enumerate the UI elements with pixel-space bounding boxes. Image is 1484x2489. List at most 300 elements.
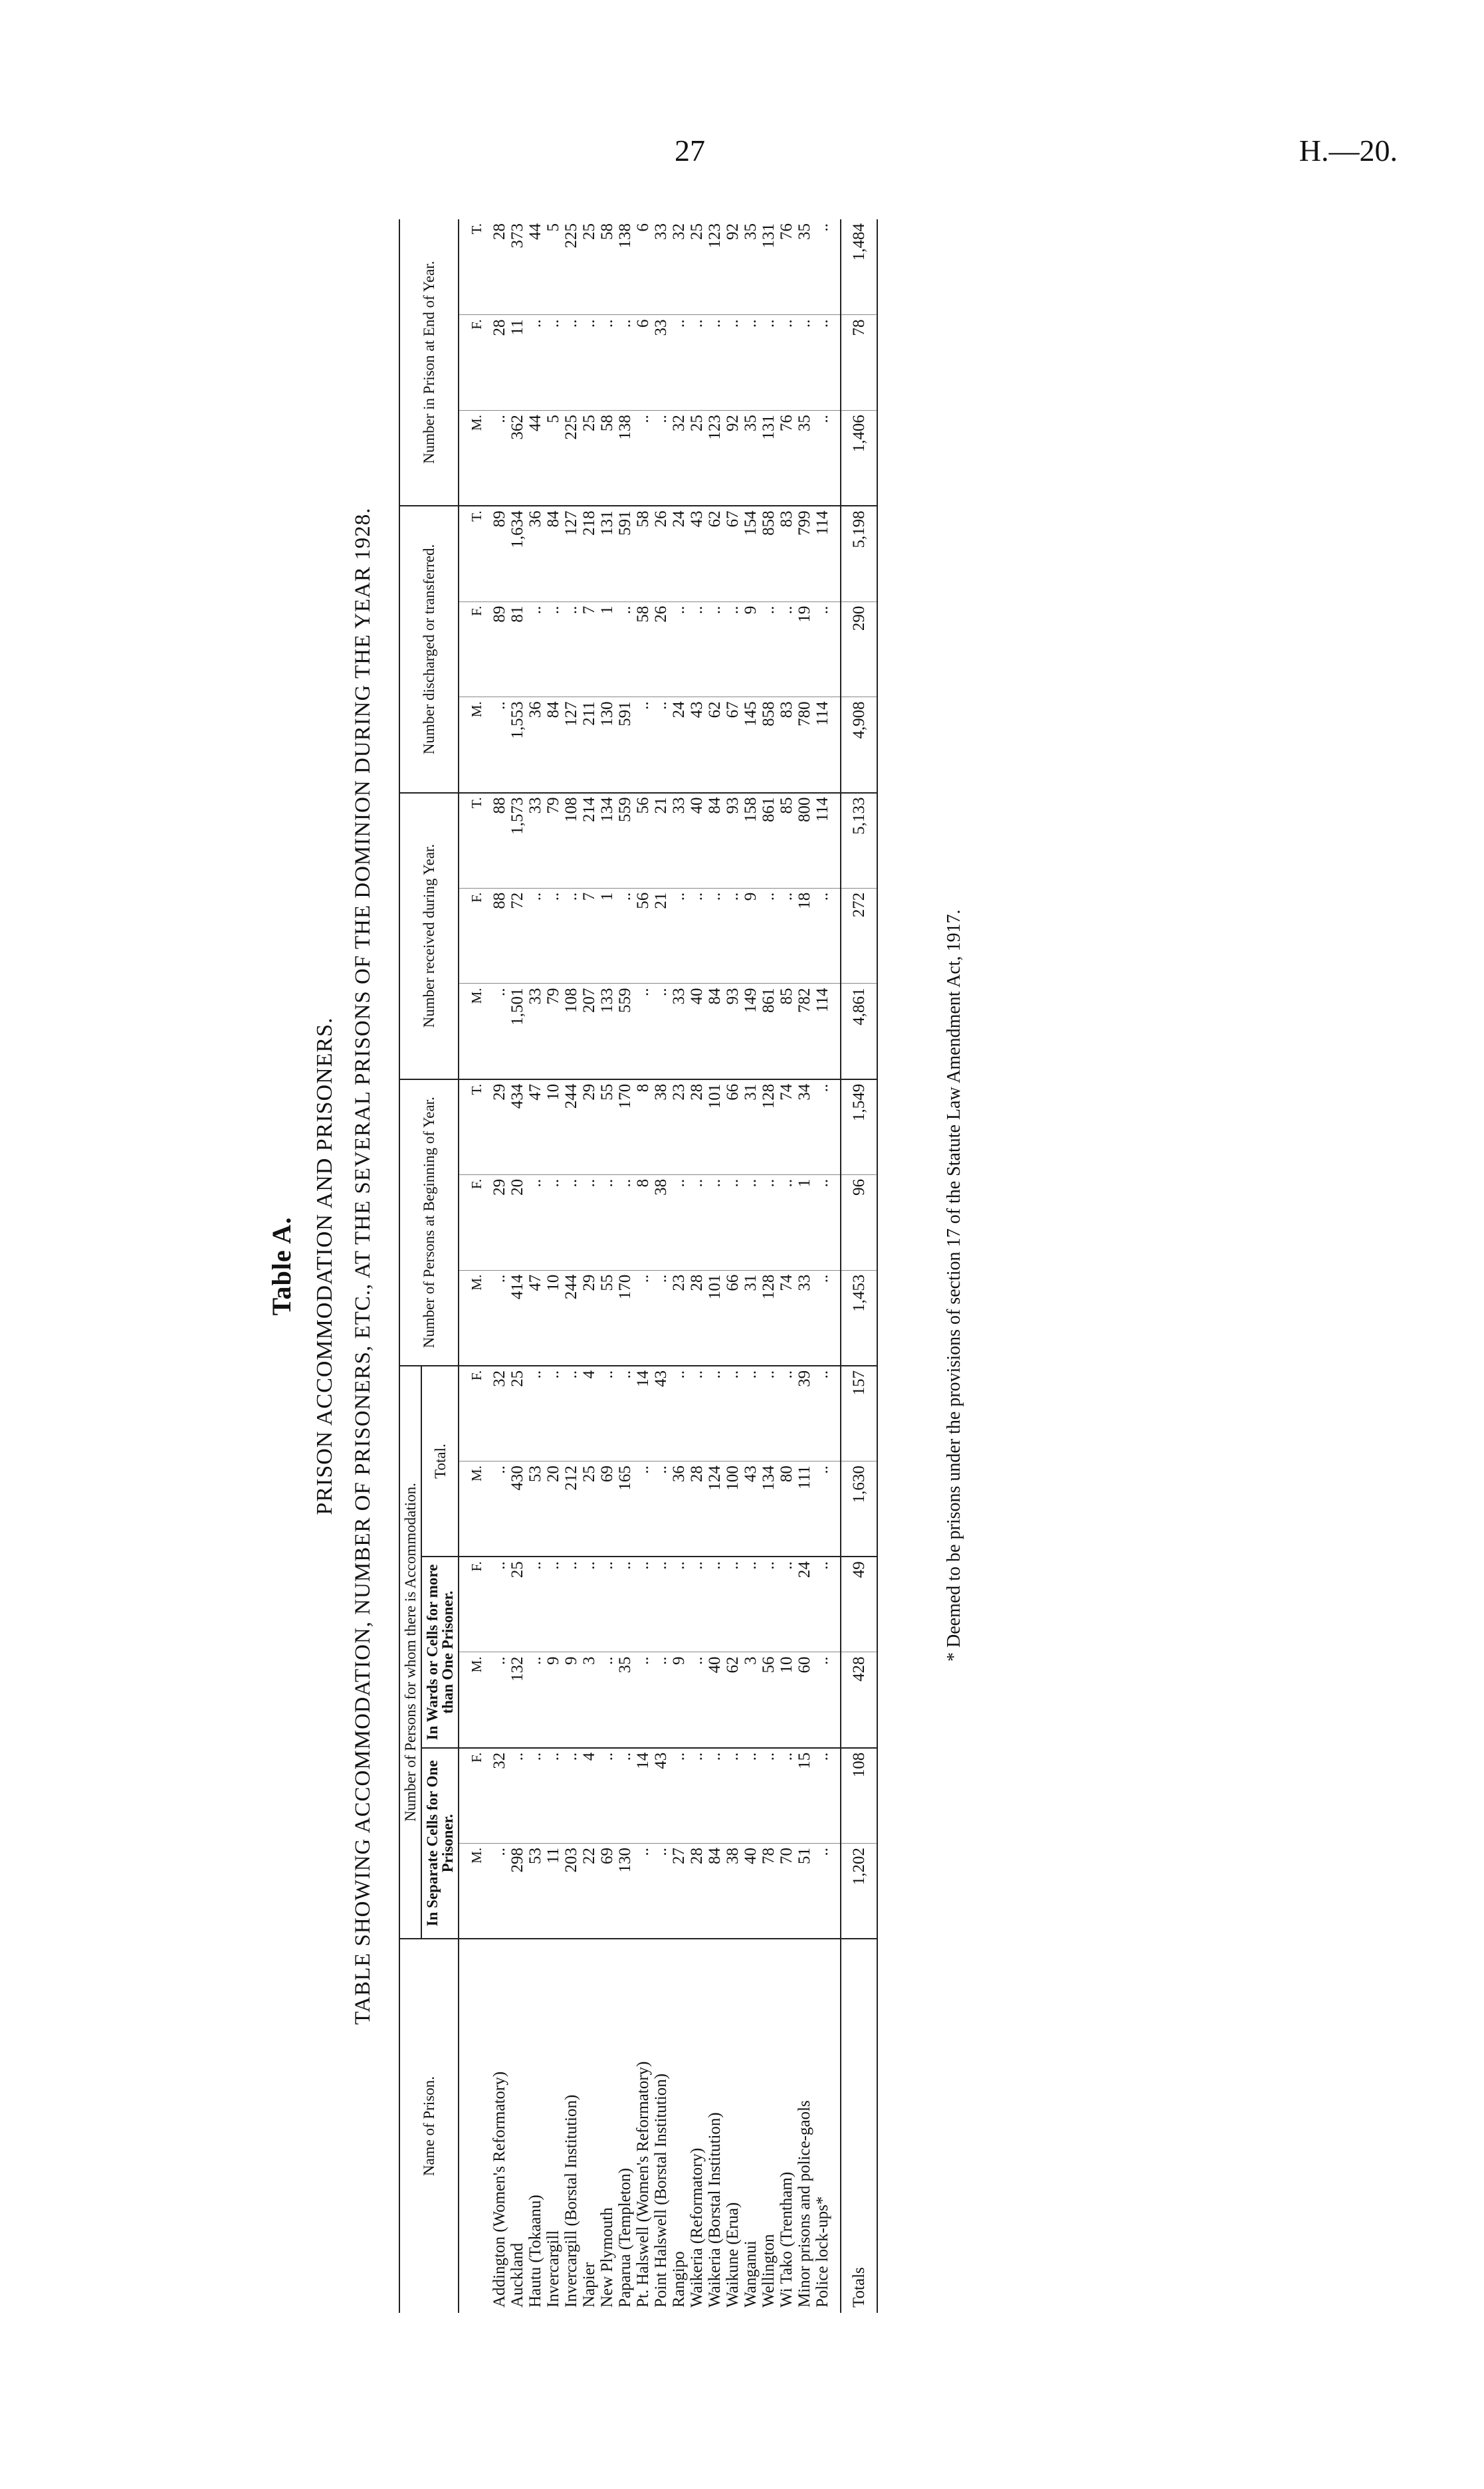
cell-d-t: 218 xyxy=(580,506,598,601)
cell-e-m: .. xyxy=(652,411,670,506)
cell-e-m: 58 xyxy=(598,411,616,506)
label-f: F. xyxy=(459,1366,490,1461)
cell-r-f: .. xyxy=(544,888,562,984)
cell-r-m: 559 xyxy=(616,984,634,1079)
cell-sc-f: 108 xyxy=(841,1748,877,1844)
cell-t-f: .. xyxy=(760,1366,778,1461)
cell-d-f: 89 xyxy=(490,601,508,697)
cell-d-f: 1 xyxy=(598,601,616,697)
cell-b-m: .. xyxy=(634,1270,652,1366)
cell-e-f: 6 xyxy=(634,315,652,411)
cell-sc-m: .. xyxy=(490,1843,508,1939)
table-body xyxy=(459,219,877,2313)
cell-w-f: .. xyxy=(688,1557,706,1652)
cell-d-t: 127 xyxy=(562,506,580,601)
cell-d-f: .. xyxy=(813,601,841,697)
cell-w-f: .. xyxy=(706,1557,724,1652)
cell-sc-m: .. xyxy=(813,1843,841,1939)
cell-sc-m: 27 xyxy=(670,1843,688,1939)
table-label: Table A. xyxy=(266,1216,296,1316)
cell-b-t: 31 xyxy=(742,1079,760,1175)
cell-r-t: 40 xyxy=(688,793,706,889)
table-row xyxy=(634,219,652,2313)
cell-b-f: .. xyxy=(760,1174,778,1270)
cell-w-f: .. xyxy=(562,1557,580,1652)
cell-t-m: .. xyxy=(490,1461,508,1557)
cell-e-t: 1,484 xyxy=(841,219,877,315)
cell-sc-f: .. xyxy=(813,1748,841,1844)
cell-d-m: 858 xyxy=(760,697,778,793)
cell-t-f: .. xyxy=(742,1366,760,1461)
cell-t-m: 1,630 xyxy=(841,1461,877,1557)
label-f: F. xyxy=(459,1174,490,1270)
cell-r-f: 18 xyxy=(795,888,813,984)
cell-d-t: 858 xyxy=(760,506,778,601)
cell-d-m: 24 xyxy=(670,697,688,793)
cell-sc-m: 22 xyxy=(580,1843,598,1939)
cell-b-t: 170 xyxy=(616,1079,634,1175)
cell-r-f: .. xyxy=(813,888,841,984)
header-separate-cells: In Separate Cells for One Prisoner. xyxy=(421,1748,459,1939)
cell-w-m: 9 xyxy=(670,1652,688,1748)
cell-e-m: 32 xyxy=(670,411,688,506)
cell-w-f: .. xyxy=(616,1557,634,1652)
prison-name: Invercargill (Borstal Institution) xyxy=(562,2094,580,2308)
cell-b-m: 101 xyxy=(706,1270,724,1366)
table-row xyxy=(652,219,670,2313)
cell-b-t: 74 xyxy=(778,1079,795,1175)
cell-t-m: .. xyxy=(652,1461,670,1557)
prison-name: Auckland xyxy=(508,2242,526,2308)
label-f: F. xyxy=(459,601,490,697)
cell-w-m: 35 xyxy=(616,1652,634,1748)
cell-b-t: 29 xyxy=(490,1079,508,1175)
cell-r-f: .. xyxy=(778,888,795,984)
cell-e-f: .. xyxy=(598,315,616,411)
cell-d-m: 67 xyxy=(724,697,742,793)
cell-b-f: 1 xyxy=(795,1174,813,1270)
cell-r-m: 207 xyxy=(580,984,598,1079)
cell-d-t: 83 xyxy=(778,506,795,601)
cell-b-f: .. xyxy=(742,1174,760,1270)
table-row xyxy=(706,219,724,2313)
table-row xyxy=(795,219,813,2313)
cell-w-m: .. xyxy=(688,1652,706,1748)
cell-sc-f: .. xyxy=(544,1748,562,1844)
cell-t-f: .. xyxy=(706,1366,724,1461)
cell-t-m: 28 xyxy=(688,1461,706,1557)
label-f: F. xyxy=(459,888,490,984)
cell-sc-m: 11 xyxy=(544,1843,562,1939)
cell-d-f: 290 xyxy=(841,601,877,697)
cell-e-m: 225 xyxy=(562,411,580,506)
cell-w-m: 428 xyxy=(841,1652,877,1748)
cell-b-f: .. xyxy=(598,1174,616,1270)
cell-r-t: 800 xyxy=(795,793,813,889)
cell-b-f: .. xyxy=(688,1174,706,1270)
cell-t-m: 36 xyxy=(670,1461,688,1557)
cell-r-f: .. xyxy=(688,888,706,984)
cell-b-t: 29 xyxy=(580,1079,598,1175)
cell-e-t: 58 xyxy=(598,219,616,315)
cell-sc-m: 298 xyxy=(508,1843,526,1939)
cell-r-t: 56 xyxy=(634,793,652,889)
cell-e-t: 92 xyxy=(724,219,742,315)
cell-sc-f: .. xyxy=(616,1748,634,1844)
cell-d-f: 81 xyxy=(508,601,526,697)
cell-r-m: .. xyxy=(490,984,508,1079)
table-row xyxy=(562,219,580,2313)
page-number: 27 xyxy=(675,134,705,167)
cell-r-m: 33 xyxy=(670,984,688,1079)
cell-e-t: 76 xyxy=(778,219,795,315)
label-m: M. xyxy=(459,697,490,793)
cell-t-m: 43 xyxy=(742,1461,760,1557)
cell-b-f: .. xyxy=(706,1174,724,1270)
cell-t-f: .. xyxy=(616,1366,634,1461)
table-row xyxy=(724,219,742,2313)
cell-w-f: .. xyxy=(742,1557,760,1652)
cell-b-m: 1,453 xyxy=(841,1270,877,1366)
cell-e-f: .. xyxy=(670,315,688,411)
cell-b-f: .. xyxy=(616,1174,634,1270)
cell-r-m: 4,861 xyxy=(841,984,877,1079)
cell-b-m: 28 xyxy=(688,1270,706,1366)
cell-b-t: .. xyxy=(813,1079,841,1175)
cell-r-f: .. xyxy=(526,888,544,984)
cell-r-m: 149 xyxy=(742,984,760,1079)
cell-sc-m: .. xyxy=(652,1843,670,1939)
cell-r-f: .. xyxy=(706,888,724,984)
cell-r-m: .. xyxy=(634,984,652,1079)
cell-e-m: .. xyxy=(490,411,508,506)
cell-d-m: 127 xyxy=(562,697,580,793)
cell-w-f: .. xyxy=(724,1557,742,1652)
cell-e-f: .. xyxy=(724,315,742,411)
cell-w-m: 9 xyxy=(544,1652,562,1748)
cell-e-t: 25 xyxy=(688,219,706,315)
cell-b-f: 20 xyxy=(508,1174,526,1270)
cell-r-m: 782 xyxy=(795,984,813,1079)
cell-r-m: 861 xyxy=(760,984,778,1079)
cell-e-t: 32 xyxy=(670,219,688,315)
cell-e-t: 5 xyxy=(544,219,562,315)
cell-r-m: 85 xyxy=(778,984,795,1079)
cell-d-t: 43 xyxy=(688,506,706,601)
cell-sc-f: .. xyxy=(724,1748,742,1844)
label-m: M. xyxy=(459,411,490,506)
cell-sc-m: 53 xyxy=(526,1843,544,1939)
label-m: M. xyxy=(459,984,490,1079)
cell-r-m: 133 xyxy=(598,984,616,1079)
cell-sc-f: .. xyxy=(688,1748,706,1844)
label-f: F. xyxy=(459,1748,490,1844)
cell-b-t: 244 xyxy=(562,1079,580,1175)
cell-b-f: .. xyxy=(580,1174,598,1270)
cell-d-t: 62 xyxy=(706,506,724,601)
cell-b-m: 66 xyxy=(724,1270,742,1366)
prison-name: Invercargill xyxy=(544,2230,562,2308)
cell-sc-m: 69 xyxy=(598,1843,616,1939)
cell-w-m: .. xyxy=(526,1652,544,1748)
cell-b-m: 10 xyxy=(544,1270,562,1366)
cell-w-f: 49 xyxy=(841,1557,877,1652)
cell-r-t: 114 xyxy=(813,793,841,889)
table-row xyxy=(688,219,706,2313)
cell-t-f: .. xyxy=(670,1366,688,1461)
cell-d-f: 9 xyxy=(742,601,760,697)
cell-e-t: 131 xyxy=(760,219,778,315)
cell-t-f: 25 xyxy=(508,1366,526,1461)
cell-t-m: 165 xyxy=(616,1461,634,1557)
cell-d-f: 7 xyxy=(580,601,598,697)
cell-b-m: 31 xyxy=(742,1270,760,1366)
label-t: T. xyxy=(459,793,490,889)
cell-e-m: 76 xyxy=(778,411,795,506)
header-wards: In Wards or Cells for more than One Prisoner. xyxy=(421,1557,459,1747)
cell-e-f: .. xyxy=(760,315,778,411)
cell-d-f: .. xyxy=(562,601,580,697)
cell-d-m: 83 xyxy=(778,697,795,793)
cell-t-f: 4 xyxy=(580,1366,598,1461)
table-row xyxy=(598,219,616,2313)
cell-b-f: .. xyxy=(526,1174,544,1270)
cell-b-m: 29 xyxy=(580,1270,598,1366)
cell-d-f: .. xyxy=(760,601,778,697)
cell-r-m: 114 xyxy=(813,984,841,1079)
cell-d-m: .. xyxy=(652,697,670,793)
cell-d-m: 84 xyxy=(544,697,562,793)
prison-name: Addington (Women's Reformatory) xyxy=(490,2071,508,2308)
cell-d-f: .. xyxy=(706,601,724,697)
cell-b-m: 55 xyxy=(598,1270,616,1366)
cell-sc-f: .. xyxy=(670,1748,688,1844)
cell-e-m: 35 xyxy=(795,411,813,506)
cell-b-m: .. xyxy=(813,1270,841,1366)
cell-w-f: .. xyxy=(526,1557,544,1652)
cell-sc-f: 43 xyxy=(652,1748,670,1844)
header-total: Total. xyxy=(421,1366,459,1557)
cell-t-m: 25 xyxy=(580,1461,598,1557)
cell-w-f: .. xyxy=(778,1557,795,1652)
label-f: F. xyxy=(459,315,490,411)
cell-e-t: .. xyxy=(813,219,841,315)
cell-r-m: 93 xyxy=(724,984,742,1079)
cell-t-m: 212 xyxy=(562,1461,580,1557)
prison-name: Totals xyxy=(841,1939,877,2313)
cell-b-t: 38 xyxy=(652,1079,670,1175)
cell-d-t: 84 xyxy=(544,506,562,601)
cell-sc-m: 70 xyxy=(778,1843,795,1939)
cell-r-f: .. xyxy=(562,888,580,984)
footnote: * Deemed to be prisons under the provisions of section 17 of the Statute Law Amendment Act, 1917. xyxy=(944,909,964,1662)
cell-t-m: .. xyxy=(813,1461,841,1557)
cell-t-f: 32 xyxy=(490,1366,508,1461)
cell-d-f: .. xyxy=(616,601,634,697)
cell-sc-f: .. xyxy=(526,1748,544,1844)
cell-b-m: 414 xyxy=(508,1270,526,1366)
cell-t-f: .. xyxy=(724,1366,742,1461)
cell-sc-f: .. xyxy=(562,1748,580,1844)
cell-e-t: 138 xyxy=(616,219,634,315)
cell-d-t: 89 xyxy=(490,506,508,601)
cell-t-m: 124 xyxy=(706,1461,724,1557)
cell-r-t: 93 xyxy=(724,793,742,889)
table-row xyxy=(580,219,598,2313)
cell-r-t: 134 xyxy=(598,793,616,889)
cell-e-m: 92 xyxy=(724,411,742,506)
prison-name: Waikeria (Borstal Institution) xyxy=(706,2112,724,2308)
cell-sc-m: 78 xyxy=(760,1843,778,1939)
table-row xyxy=(490,219,508,2313)
cell-w-m: 132 xyxy=(508,1652,526,1748)
cell-t-m: 111 xyxy=(795,1461,813,1557)
cell-r-f: 7 xyxy=(580,888,598,984)
cell-r-t: 1,573 xyxy=(508,793,526,889)
cell-e-f: .. xyxy=(544,315,562,411)
cell-b-f: 96 xyxy=(841,1174,877,1270)
prison-name: Point Halswell (Borstal Institution) xyxy=(652,2073,670,2308)
cell-w-m: .. xyxy=(634,1652,652,1748)
cell-r-t: 21 xyxy=(652,793,670,889)
cell-b-m: 47 xyxy=(526,1270,544,1366)
cell-d-t: 114 xyxy=(813,506,841,601)
cell-e-m: 131 xyxy=(760,411,778,506)
cell-t-m: .. xyxy=(634,1461,652,1557)
cell-r-t: 79 xyxy=(544,793,562,889)
cell-w-f: .. xyxy=(670,1557,688,1652)
cell-t-m: 53 xyxy=(526,1461,544,1557)
cell-r-f: 21 xyxy=(652,888,670,984)
cell-r-t: 88 xyxy=(490,793,508,889)
sex-label-row xyxy=(459,219,490,2313)
prison-name: Wi Tako (Trentham) xyxy=(778,2171,795,2308)
cell-e-f: 78 xyxy=(841,315,877,411)
cell-b-m: 170 xyxy=(616,1270,634,1366)
prison-name: Police lock-ups* xyxy=(813,2196,831,2308)
cell-t-m: 80 xyxy=(778,1461,795,1557)
cell-r-f: 72 xyxy=(508,888,526,984)
table-row xyxy=(760,219,778,2313)
cell-b-t: 23 xyxy=(670,1079,688,1175)
document-reference: H.—20. xyxy=(1299,134,1398,167)
table-row xyxy=(742,219,760,2313)
cell-b-t: 55 xyxy=(598,1079,616,1175)
cell-e-f: .. xyxy=(778,315,795,411)
label-t: T. xyxy=(459,506,490,601)
rotated-table-sheet xyxy=(266,219,1123,2313)
table-row xyxy=(616,219,634,2313)
cell-b-m: 74 xyxy=(778,1270,795,1366)
cell-e-t: 35 xyxy=(742,219,760,315)
cell-sc-m: 38 xyxy=(724,1843,742,1939)
prison-name: Paparua (Templeton) xyxy=(616,2168,634,2308)
cell-w-m: .. xyxy=(490,1652,508,1748)
cell-e-t: 33 xyxy=(652,219,670,315)
cell-w-f: .. xyxy=(490,1557,508,1652)
cell-d-t: 154 xyxy=(742,506,760,601)
cell-b-m: 128 xyxy=(760,1270,778,1366)
cell-d-m: .. xyxy=(490,697,508,793)
prison-name: Napier xyxy=(580,2262,598,2308)
cell-t-m: 69 xyxy=(598,1461,616,1557)
cell-sc-f: 14 xyxy=(634,1748,652,1844)
cell-r-m: 79 xyxy=(544,984,562,1079)
cell-d-m: 62 xyxy=(706,697,724,793)
cell-d-m: 36 xyxy=(526,697,544,793)
label-f: F. xyxy=(459,1557,490,1652)
cell-d-m: 4,908 xyxy=(841,697,877,793)
cell-d-t: 5,198 xyxy=(841,506,877,601)
cell-w-m: 60 xyxy=(795,1652,813,1748)
cell-r-f: .. xyxy=(760,888,778,984)
cell-r-t: 158 xyxy=(742,793,760,889)
cell-b-t: 128 xyxy=(760,1079,778,1175)
cell-r-t: 5,133 xyxy=(841,793,877,889)
cell-sc-f: 32 xyxy=(490,1748,508,1844)
cell-sc-f: .. xyxy=(706,1748,724,1844)
cell-e-m: 25 xyxy=(580,411,598,506)
header-beginning: Number of Persons at Beginning of Year. xyxy=(399,1079,459,1366)
cell-e-m: 35 xyxy=(742,411,760,506)
cell-e-m: 44 xyxy=(526,411,544,506)
cell-e-m: 138 xyxy=(616,411,634,506)
totals-row xyxy=(841,219,877,2313)
cell-w-m: .. xyxy=(813,1652,841,1748)
cell-d-f: .. xyxy=(688,601,706,697)
cell-r-t: 214 xyxy=(580,793,598,889)
cell-d-m: 130 xyxy=(598,697,616,793)
cell-t-f: .. xyxy=(544,1366,562,1461)
cell-w-m: .. xyxy=(652,1652,670,1748)
cell-sc-m: .. xyxy=(634,1843,652,1939)
cell-t-m: 134 xyxy=(760,1461,778,1557)
cell-t-m: 100 xyxy=(724,1461,742,1557)
cell-e-f: .. xyxy=(616,315,634,411)
cell-e-t: 123 xyxy=(706,219,724,315)
label-m: M. xyxy=(459,1461,490,1557)
label-t: T. xyxy=(459,219,490,315)
table-heading: PRISON ACCOMMODATION AND PRISONERS. xyxy=(312,1017,337,1515)
cell-b-t: 10 xyxy=(544,1079,562,1175)
cell-e-t: 373 xyxy=(508,219,526,315)
cell-e-m: 5 xyxy=(544,411,562,506)
cell-d-t: 131 xyxy=(598,506,616,601)
cell-w-m: 3 xyxy=(580,1652,598,1748)
cell-t-f: .. xyxy=(778,1366,795,1461)
cell-t-f: 14 xyxy=(634,1366,652,1461)
cell-r-f: 56 xyxy=(634,888,652,984)
cell-b-f: .. xyxy=(544,1174,562,1270)
cell-w-f: 25 xyxy=(508,1557,526,1652)
cell-d-m: 780 xyxy=(795,697,813,793)
cell-r-t: 108 xyxy=(562,793,580,889)
prison-name: Hautu (Tokaanu) xyxy=(526,2195,544,2308)
cell-e-f: .. xyxy=(688,315,706,411)
cell-b-m: 244 xyxy=(562,1270,580,1366)
cell-d-f: 26 xyxy=(652,601,670,697)
cell-e-t: 6 xyxy=(634,219,652,315)
cell-r-f: .. xyxy=(724,888,742,984)
cell-r-f: .. xyxy=(670,888,688,984)
cell-w-f: .. xyxy=(813,1557,841,1652)
header-received: Number received during Year. xyxy=(399,793,459,1079)
cell-d-t: 36 xyxy=(526,506,544,601)
header-discharged: Number discharged or transferred. xyxy=(399,506,459,792)
prison-name: Wellington xyxy=(760,2234,778,2308)
cell-d-f: .. xyxy=(778,601,795,697)
cell-t-f: .. xyxy=(526,1366,544,1461)
